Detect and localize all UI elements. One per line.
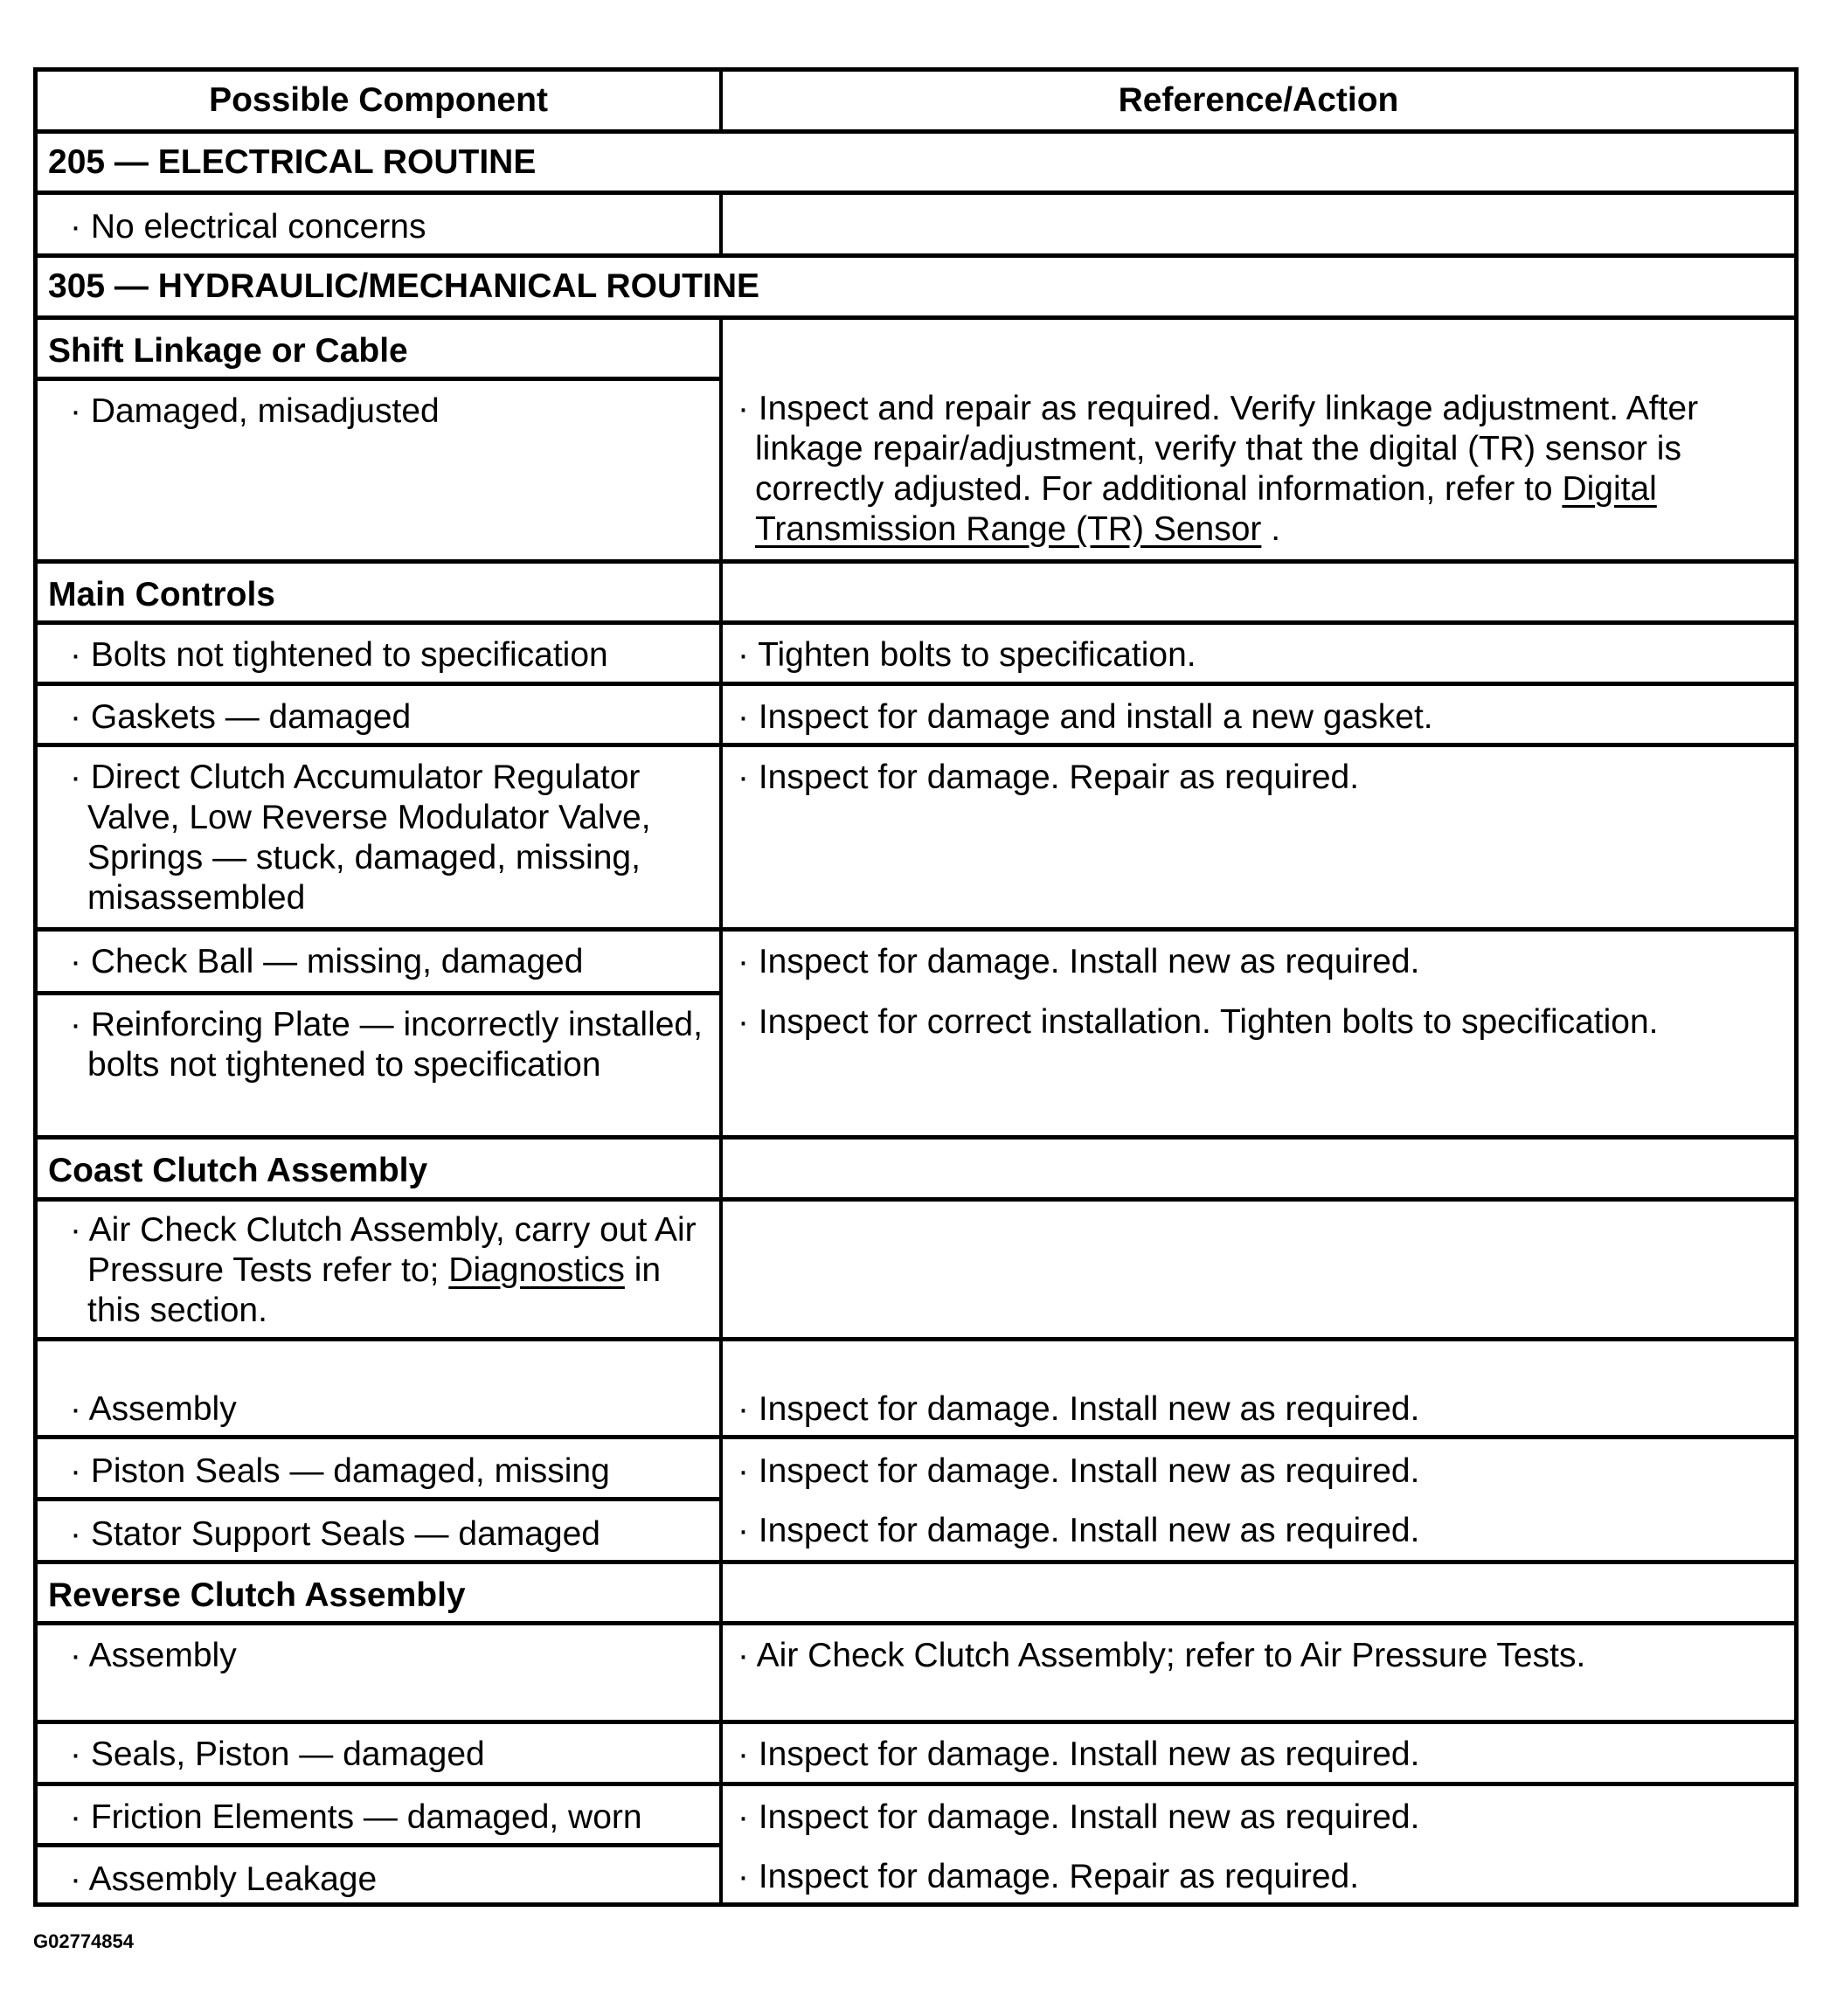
component-text: No electrical concerns <box>90 208 426 246</box>
row-divider <box>33 1435 1799 1439</box>
component-text: Direct Clutch Accumulator Regulator Valve, Low Reverse Modulator Valve, Springs — stuck, damaged, missing, misassembled <box>87 759 651 917</box>
action-item: · Tighten bolts to specification. <box>738 636 1196 674</box>
action-text: Inspect for damage. Install new as required. <box>758 1798 1420 1836</box>
group-heading: Shift Linkage or Cable <box>48 332 408 370</box>
group-heading: Reverse Clutch Assembly <box>48 1576 466 1614</box>
action-text: Inspect for damage. Install new as required. <box>758 1512 1420 1549</box>
action-text: Inspect for damage. Repair as required. <box>758 759 1360 796</box>
row-divider <box>33 253 1799 258</box>
diagnostics-link[interactable]: Diagnostics <box>448 1251 625 1289</box>
row-divider <box>33 743 1799 747</box>
row-divider <box>33 1720 1799 1724</box>
component-item: · Reinforcing Plate — incorrectly installed, bolts not tightened to specification <box>70 1006 703 1084</box>
component-text: Air Check Clutch Assembly, carry out Air Pressure Tests refer to; <box>87 1211 697 1289</box>
row-divider <box>33 991 721 995</box>
component-text: Bolts not tightened to specification <box>90 636 608 674</box>
row-divider <box>33 620 1799 625</box>
column-divider <box>719 193 723 256</box>
action-item: · Inspect for damage. Install new as required. <box>738 1390 1420 1428</box>
section-heading: 205 — ELECTRICAL ROUTINE <box>48 143 537 181</box>
component-text: Stator Support Seals — damaged <box>90 1515 600 1553</box>
row-divider <box>33 1560 1799 1564</box>
column-header-action: Reference/Action <box>1118 81 1399 119</box>
row-divider <box>33 377 721 381</box>
component-text: Reinforcing Plate — incorrectly installed, bolts not tightened to specification <box>87 1006 703 1084</box>
group-heading: Main Controls <box>48 576 275 613</box>
action-text: Inspect for damage. Install new as required. <box>758 943 1420 980</box>
action-text: Inspect and repair as required. Verify linkage adjustment. After linkage repair/adjustment, verify that the digital (TR) sensor is correctly adjusted. For additional information, refer to <box>755 390 1699 508</box>
component-item: · Seals, Piston — damaged <box>70 1735 485 1773</box>
component-item: · Piston Seals — damaged, missing <box>70 1452 610 1490</box>
action-text: Inspect for damage. Install new as required. <box>758 1390 1420 1428</box>
action-text: Inspect for damage. Repair as required. <box>758 1858 1360 1895</box>
action-item: · Inspect for damage and install a new gasket. <box>738 698 1433 736</box>
row-divider <box>33 129 1799 134</box>
action-item: · Inspect for damage. Install new as required. <box>738 943 1420 980</box>
component-item: · Damaged, misadjusted <box>70 392 440 430</box>
row-divider <box>33 315 1799 320</box>
action-text: Tighten bolts to specification. <box>758 636 1196 674</box>
tr-sensor-link[interactable]: Digital Transmission Range (TR) Sensor <box>755 470 1657 548</box>
action-item: · Inspect for damage. Repair as required. <box>738 759 1360 796</box>
action-item: · Inspect and repair as required. Verify linkage adjustment. After linkage repair/adjustment, verify that the digital (TR) sensor is correctly adjusted. For additional information, refer to Digital Transmission Range (TR) Sensor . <box>738 390 1699 548</box>
component-text: Assembly Leakage <box>88 1860 378 1898</box>
row-divider <box>33 1497 721 1501</box>
component-item: · Direct Clutch Accumulator Regulator Valve, Low Reverse Modulator Valve, Springs — stuck, damaged, missing, misassembled <box>70 759 651 917</box>
row-divider <box>33 1782 1799 1786</box>
component-item: · Bolts not tightened to specification <box>70 636 608 674</box>
component-text: in this section. <box>87 1251 662 1329</box>
action-item: · Air Check Clutch Assembly; refer to Air Pressure Tests. <box>738 1637 1586 1674</box>
group-heading: Coast Clutch Assembly <box>48 1152 428 1189</box>
row-divider <box>33 1135 1799 1140</box>
action-text: Inspect for damage. Install new as required. <box>758 1735 1420 1773</box>
action-item: · Inspect for correct installation. Tighten bolts to specification. <box>738 1003 1659 1041</box>
component-text: Friction Elements — damaged, worn <box>90 1798 642 1836</box>
action-item: · Inspect for damage. Install new as required. <box>738 1512 1420 1549</box>
action-item: · Inspect for damage. Install new as required. <box>738 1452 1420 1490</box>
row-divider <box>33 1843 721 1847</box>
component-item: · Assembly Leakage <box>70 1860 378 1898</box>
component-item: · Air Check Clutch Assembly, carry out Air Pressure Tests refer to; Diagnostics in this section. <box>70 1211 697 1329</box>
action-text: Air Check Clutch Assembly; refer to Air Pressure Tests. <box>756 1637 1586 1674</box>
component-text: Piston Seals — damaged, missing <box>90 1452 610 1490</box>
section-heading: 305 — HYDRAULIC/MECHANICAL ROUTINE <box>48 267 760 305</box>
component-text: Assembly <box>88 1390 237 1428</box>
row-divider <box>33 682 1799 686</box>
component-item: · Assembly <box>70 1390 237 1428</box>
column-header-component: Possible Component <box>209 81 548 119</box>
component-text: Gaskets — damaged <box>90 698 412 736</box>
component-text: Seals, Piston — damaged <box>90 1735 485 1773</box>
component-item: · Friction Elements — damaged, worn <box>70 1798 642 1836</box>
component-item: · No electrical concerns <box>70 208 426 246</box>
action-text: Inspect for correct installation. Tighten bolts to specification. <box>758 1003 1659 1041</box>
component-text: Damaged, misadjusted <box>90 392 440 430</box>
action-item: · Inspect for damage. Install new as required. <box>738 1735 1420 1773</box>
row-divider <box>33 927 1799 932</box>
row-divider <box>33 191 1799 195</box>
component-item: · Check Ball — missing, damaged <box>70 943 584 980</box>
action-item: · Inspect for damage. Repair as required. <box>738 1858 1360 1895</box>
row-divider <box>33 559 1799 564</box>
row-divider <box>33 1621 1799 1625</box>
component-item: · Stator Support Seals — damaged <box>70 1515 600 1553</box>
component-text: Check Ball — missing, damaged <box>90 943 584 980</box>
row-divider <box>33 1337 1799 1341</box>
component-item: · Assembly <box>70 1637 237 1674</box>
figure-id: G02774854 <box>33 1930 134 1952</box>
component-item: · Gaskets — damaged <box>70 698 412 736</box>
row-divider <box>33 1197 1799 1202</box>
action-item: · Inspect for damage. Install new as required. <box>738 1798 1420 1836</box>
component-text: Assembly <box>88 1637 237 1674</box>
action-text: . <box>1261 510 1281 548</box>
action-text: Inspect for damage and install a new gasket. <box>758 698 1433 736</box>
action-text: Inspect for damage. Install new as required. <box>758 1452 1420 1490</box>
